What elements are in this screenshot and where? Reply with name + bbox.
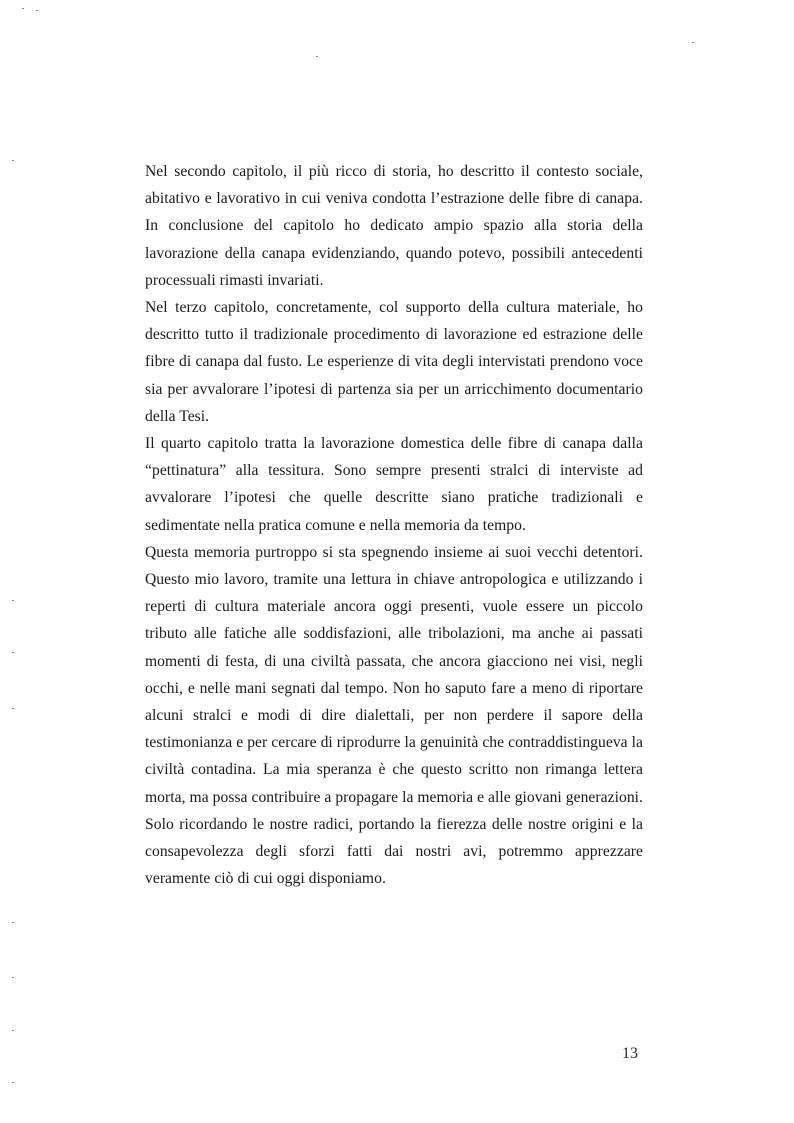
paragraph-conclusion: Questa memoria purtroppo si sta spegnendo insieme ai suoi vecchi detentori. Questo mio lavoro, tramite una lettura in chiave antropologica e utilizzando i reperti di cultura materiale ancora oggi presenti, vuole essere un piccolo tributo alle fatiche alle soddisfazioni, alle tribolazioni, ma anche ai passati momenti di festa, di una civiltà passata, che ancora giacciono nei visi, negli occhi, e nelle mani segnati dal tempo. Non ho saputo fare a meno di riportare alcuni stralci e modi di dire dialettali, per non perdere il sapore della testimonianza e per cercare di riprodurre la genuinità che contraddistingueva la civiltà contadina. La mia speranza è che questo scritto non rimanga lettera morta, ma possa contribuire a propagare la memoria e alle giovani generazioni. Solo ricordando le nostre radici, portando la fierezza delle nostre origini e la consapevolezza degli sforzi fatti dai nostri avi, potremmo apprezzare veramente ciò di cui oggi disponiamo. — [145, 543, 643, 888]
body-text — [145, 158, 643, 892]
scan-speck — [12, 160, 14, 161]
scan-speck — [12, 1030, 14, 1031]
scan-speck — [12, 1082, 14, 1083]
scan-speck — [12, 708, 14, 709]
scan-speck — [12, 600, 14, 601]
paragraph-chapter-four: Il quarto capitolo tratta la lavorazione domestica delle fibre di canapa dalla “pettinatura” alla tessitura. Sono sempre presenti stralci di interviste ad avvalorare l’ipotesi che quelle descritte siano pratiche tradizionali e sedimentate nella pratica comune e nella memoria da tempo. — [145, 435, 643, 534]
paragraph-chapter-three: Nel terzo capitolo, concretamente, col supporto della cultura materiale, ho descritto tutto il tradizionale procedimento di lavorazione ed estrazione delle fibre di canapa dal fusto. Le esperienze di vita degli intervistati prendono voce sia per avvalorare l’ipotesi di partenza sia per un arricchimento documentario della Tesi. — [145, 299, 643, 425]
scan-speck — [692, 42, 694, 43]
scan-speck — [22, 8, 24, 9]
page-number: 13 — [622, 1045, 638, 1062]
scan-speck — [12, 922, 14, 923]
paragraph-chapter-two: Nel secondo capitolo, il più ricco di storia, ho descritto il contesto sociale, abitativo e lavorativo in cui veniva condotta l’estrazione delle fibre di canapa. In conclusione del capitolo ho dedicato ampio spazio alla storia della lavorazione della canapa evidenziando, quando potevo, possibili antecedenti processuali rimasti invariati. — [145, 163, 643, 289]
scan-speck — [36, 10, 38, 11]
scan-speck — [12, 977, 14, 978]
scan-speck — [12, 652, 14, 653]
scan-speck — [316, 56, 318, 57]
